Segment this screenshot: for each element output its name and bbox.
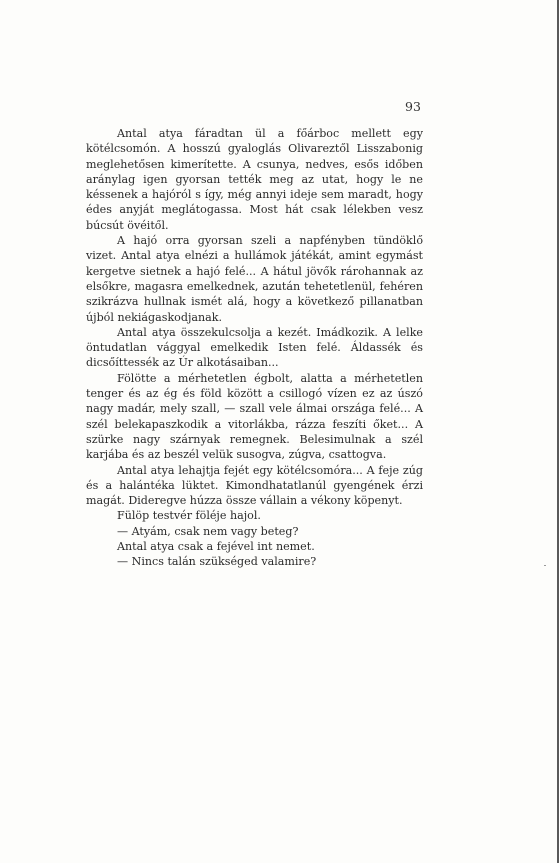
paragraph-6: Fülöp testvér föléje hajol. [117, 509, 261, 523]
paragraph-5: Antal atya lehajtja fejét egy kötélcsomóra... A feje zúg és a halántéka lüktet. Kimondhatatlanúl gyengének érzi magát. Dideregve húzza össze vállain a vékony köpenyt. [86, 463, 423, 508]
paragraph-3: Antal atya összekulcsolja a kezét. Imádkozik. A lelke öntudatlan vággyal emelkedik Isten felé. Áldassék és dicsőíttessék az Úr alkotásaiban... [86, 325, 423, 370]
margin-mark [544, 565, 546, 566]
paragraph-4: Fölötte a mérhetetlen égbolt, alatta a mérhetetlen tenger és az ég és föld között a csillogó vízen ez az úszó nagy madár, mely szall, — szall vele álmai országa felé... A szél belekapaszkodik a vitorlákba, rázza feszíti őket... A szürke nagy szárnyak remegnek. Belesimulnak a szél karjába és az beszél velük susogva, zúgva, csattogva. [86, 371, 423, 462]
page-number: 93 [405, 99, 421, 114]
paragraph-8: Antal atya csak a fejével int nemet. [117, 540, 315, 554]
paragraph-9: — Nincs talán szükséged valamire? [117, 555, 317, 569]
body-text [86, 126, 423, 570]
paragraph-2: A hajó orra gyorsan szeli a napfényben tündöklő vizet. Antal atya elnézi a hullámok játékát, amint egymást kergetve sietnek a hajó felé... A hátul jövők rárohannak az elsőkre, magasra emelkednek, azután tehetetlenül, fehéren szikrázva hullnak ismét alá, hogy a következő pillanatban újból nekiágaskodjanak. [86, 234, 423, 324]
paragraph-1: Antal atya fáradtan ül a főárboc mellett egy kötélcsomón. A hosszú gyaloglás Olivareztől Lisszabonig meglehetősen kimerítette. A csunya, nedves, esős időben aránylag igen gyorsan tették meg az utat, hogy le ne késsenek a hajóról s így, még annyi ideje sem maradt, hogy édes anyját meglátogassa. Most hát csak lélekben vesz búcsút övéitől. [86, 127, 423, 232]
paragraph-7: — Atyám, csak nem vagy beteg? [117, 524, 299, 538]
